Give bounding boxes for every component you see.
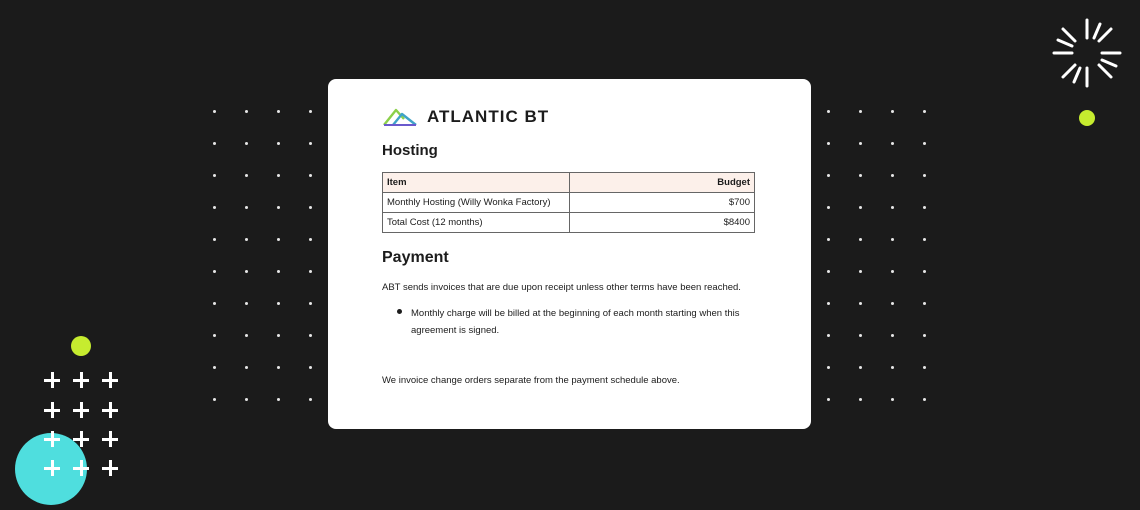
- lime-circle-left: [71, 336, 91, 356]
- decor-dot: [859, 302, 862, 305]
- decor-dot: [245, 366, 248, 369]
- decor-dot: [859, 366, 862, 369]
- decor-dot: [827, 302, 830, 305]
- table-row: [383, 193, 755, 213]
- decor-dot: [859, 110, 862, 113]
- decor-dot: [923, 334, 926, 337]
- plus-icon: [73, 402, 89, 418]
- payment-bullet: Monthly charge will be billed at the beginning of each month starting when this agreement is signed.: [411, 308, 740, 336]
- column-header-budget: Budget: [570, 173, 755, 193]
- decor-dot: [859, 270, 862, 273]
- plus-icon: [73, 431, 89, 447]
- plus-icon: [44, 460, 60, 476]
- table-cell-budget: $8400: [570, 213, 755, 233]
- lime-circle-top-right: [1079, 110, 1095, 126]
- decor-dot: [213, 334, 216, 337]
- plus-icon: [102, 372, 118, 388]
- decor-dot: [245, 206, 248, 209]
- payment-footer: We invoice change orders separate from the payment schedule above.: [382, 375, 680, 386]
- plus-icon: [73, 372, 89, 388]
- decor-dot: [827, 270, 830, 273]
- hosting-table: [382, 172, 755, 233]
- decor-dot: [309, 366, 312, 369]
- decor-dot: [891, 142, 894, 145]
- hosting-heading: Hosting: [382, 142, 438, 159]
- decor-dot: [213, 238, 216, 241]
- decor-dot: [213, 270, 216, 273]
- decor-dot: [923, 238, 926, 241]
- decor-dot: [277, 110, 280, 113]
- decor-dot: [923, 270, 926, 273]
- decor-dot: [891, 398, 894, 401]
- decor-dot: [245, 334, 248, 337]
- decor-dot: [245, 270, 248, 273]
- decor-dot: [245, 302, 248, 305]
- decor-dot: [923, 366, 926, 369]
- decor-dot: [827, 398, 830, 401]
- logo: [382, 106, 549, 128]
- decor-dot: [827, 238, 830, 241]
- decor-dot: [245, 238, 248, 241]
- decor-dot: [309, 142, 312, 145]
- decor-dot: [277, 174, 280, 177]
- decor-dot: [923, 142, 926, 145]
- decor-dot: [245, 174, 248, 177]
- decor-dot: [277, 398, 280, 401]
- mountain-logo-icon: [382, 106, 418, 128]
- decor-dot: [827, 174, 830, 177]
- decor-dot: [213, 302, 216, 305]
- decor-dot: [891, 238, 894, 241]
- plus-icon: [73, 460, 89, 476]
- decor-dot: [245, 398, 248, 401]
- decor-dot: [277, 142, 280, 145]
- decor-dot: [277, 206, 280, 209]
- column-header-item: Item: [383, 173, 570, 193]
- decor-dot: [309, 302, 312, 305]
- decor-dot: [309, 238, 312, 241]
- table-cell-item: Total Cost (12 months): [383, 213, 570, 233]
- decor-dot: [245, 142, 248, 145]
- decor-dot: [923, 398, 926, 401]
- decor-dot: [891, 366, 894, 369]
- decor-dot: [923, 110, 926, 113]
- decor-dot: [891, 206, 894, 209]
- decor-dot: [923, 302, 926, 305]
- table-cell-budget: $700: [570, 193, 755, 213]
- decor-dot: [859, 334, 862, 337]
- decor-dot: [923, 206, 926, 209]
- table-header-row: [383, 173, 755, 193]
- decor-dot: [213, 110, 216, 113]
- decor-dot: [827, 366, 830, 369]
- decor-dot: [891, 270, 894, 273]
- decor-dot: [827, 334, 830, 337]
- decor-dot: [859, 238, 862, 241]
- plus-icon: [44, 402, 60, 418]
- decor-dot: [213, 398, 216, 401]
- decor-dot: [859, 174, 862, 177]
- table-row: [383, 213, 755, 233]
- decor-dot: [891, 110, 894, 113]
- decor-dot: [827, 206, 830, 209]
- decor-dot: [891, 302, 894, 305]
- plus-icon: [102, 431, 118, 447]
- decor-dot: [213, 206, 216, 209]
- table-cell-item: Monthly Hosting (Willy Wonka Factory): [383, 193, 570, 213]
- bullet-icon: [397, 309, 402, 314]
- decor-dot: [309, 110, 312, 113]
- document-card: [328, 79, 811, 429]
- payment-intro: ABT sends invoices that are due upon receipt unless other terms have been reached.: [382, 282, 741, 293]
- payment-heading: Payment: [382, 249, 449, 266]
- decor-dot: [923, 174, 926, 177]
- decor-dot: [827, 142, 830, 145]
- decor-dot: [309, 270, 312, 273]
- logo-text: ATLANTIC BT: [427, 107, 550, 126]
- plus-icon: [44, 431, 60, 447]
- decor-dot: [277, 270, 280, 273]
- decor-dot: [213, 174, 216, 177]
- decor-dot: [859, 142, 862, 145]
- plus-icon: [102, 460, 118, 476]
- plus-icon: [44, 372, 60, 388]
- decor-dot: [309, 206, 312, 209]
- decor-dot: [245, 110, 248, 113]
- decor-dot: [309, 174, 312, 177]
- decor-dot: [891, 174, 894, 177]
- decor-dot: [859, 398, 862, 401]
- plus-icon: [102, 402, 118, 418]
- decor-dot: [277, 334, 280, 337]
- decor-dot: [859, 206, 862, 209]
- decor-dot: [309, 398, 312, 401]
- decor-dot: [277, 366, 280, 369]
- decor-dot: [891, 334, 894, 337]
- decor-dot: [213, 366, 216, 369]
- decor-dot: [827, 110, 830, 113]
- decor-dot: [277, 238, 280, 241]
- decor-dot: [213, 142, 216, 145]
- decor-dot: [309, 334, 312, 337]
- decor-dot: [277, 302, 280, 305]
- starburst-icon: [1050, 16, 1124, 90]
